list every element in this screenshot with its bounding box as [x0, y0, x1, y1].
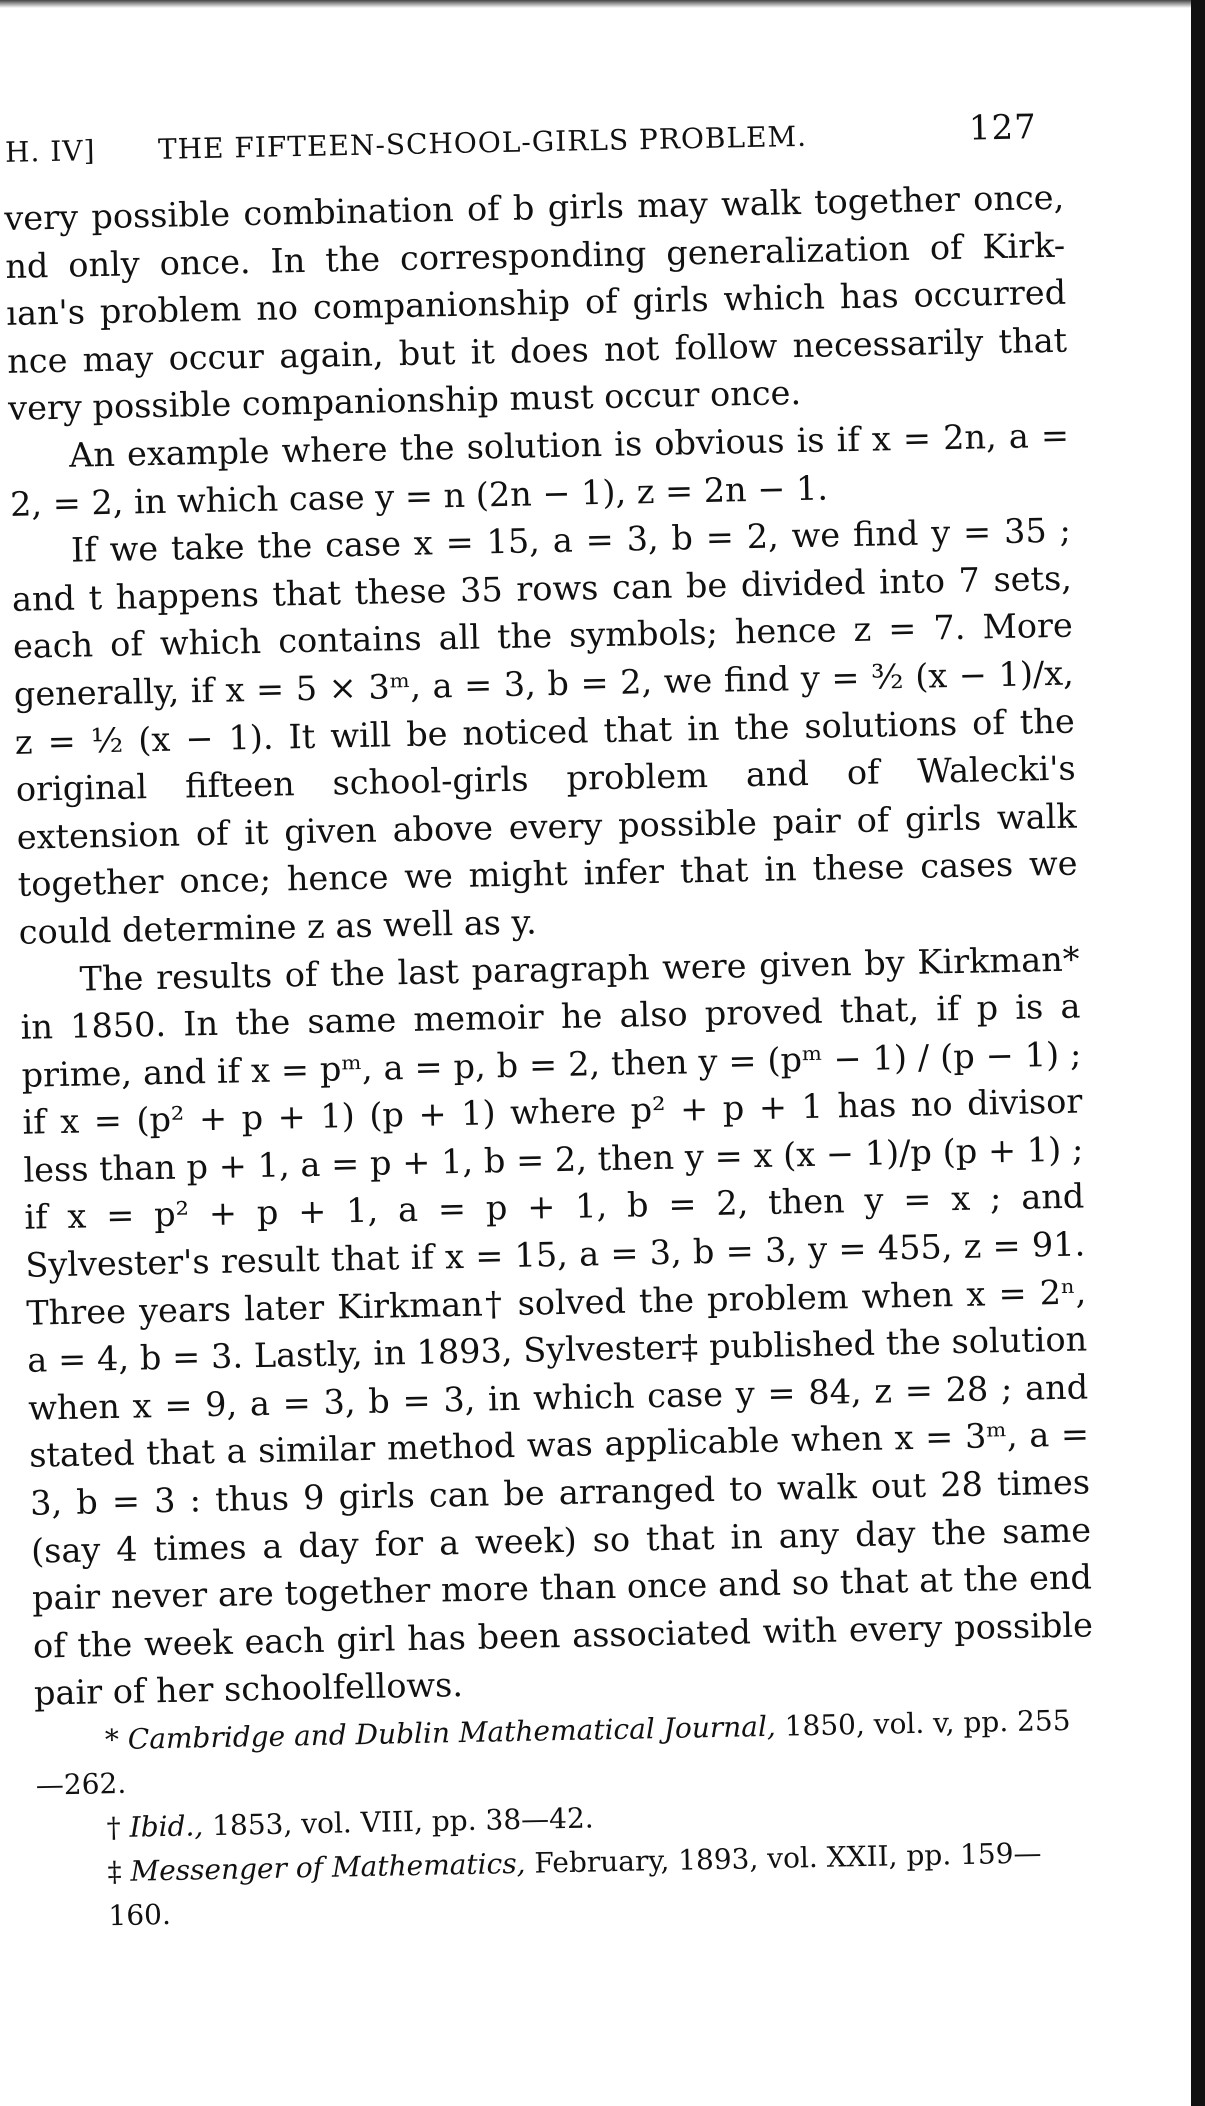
paragraph-3: If we take the case x = 15, a = 3, b = 2, we find y = 35 ; and t happens that these 35 rows can be divided into 7 sets, each of which contains all the symbols; hence z = 7. More generally, if x = 5 × 3ᵐ, a = 3, b = 2, we find y = ³⁄₂ (x − 1)/x, z = ½ (x − 1). It will be noticed that in the solutions of the original fifteen school-girls problem and of Walecki's extension of it given above every possible pair of girls walk together once; hence we might infer that in these cases we could determine z as well as y. — [11, 510, 1078, 952]
footnote-source: Cambridge and Dublin Mathematical Journal, — [127, 1709, 777, 1756]
running-header — [3, 107, 1054, 188]
paragraph-1: very possible combination of b girls may walk together once, nd only once. In the corresponding generalization of Kirk-ıan's problem no companionship of girls which has occurred nce may occur again, but it does not follow necessarily that very possible companionship must occur once. — [3, 177, 1068, 429]
footnotes — [35, 1698, 1099, 1939]
chapter-label: H. IV] — [4, 134, 96, 169]
body-text — [4, 174, 1094, 1718]
paragraph-2: An example where the solution is obvious is if x = 2n, a = 2, = 2, in which case y = n (2n − 1), z = 2n − 1. — [9, 415, 1070, 524]
page-number: 127 — [968, 107, 1038, 149]
footnote-mark: † — [106, 1810, 122, 1845]
footnote-mark: * — [104, 1722, 120, 1757]
footnote-details: 1853, vol. VIII, pp. 38—42. — [211, 1801, 594, 1843]
footnote-1-continuation: —262. — [35, 1766, 127, 1802]
footnote-details: February, 1893, vol. XXII, pp. 159—160. — [108, 1836, 1042, 1933]
footnote-source: Messenger of Mathematics, — [130, 1846, 526, 1888]
footnote-details: 1850, vol. v, pp. 255 — [784, 1703, 1071, 1743]
running-title: THE FIFTEEN-SCHOOL-GIRLS PROBLEM. — [157, 119, 808, 166]
footnote-mark: ‡ — [107, 1854, 122, 1889]
paragraph-4: The results of the last paragraph were given by Kirkman* in 1850. In the same memoir he also proved that, if p is a prime, and if x = pᵐ, a = p, b = 2, then y = (pᵐ − 1) / (p − 1) ; if x = (p² + p + 1) (p + 1) where p² + p + 1 has no divisor less than p + 1, a = p + 1, b = 2, then y = x (x − 1)/p (p + 1) ; if x = p² + p + 1, a = p + 1, b = 2, then y = x ; and Sylvester's result that if x = 15, a = 3, b = 3, y = 455, z = 91. Three years later Kirkman† solved the problem when x = 2ⁿ, a = 4, b = 3. Lastly, in 1893, Sylvester‡ published the solution when x = 9, a = 3, b = 3, in which case y = 84, z = 28 ; and stated that a similar method was applicable when x = 3ᵐ, a = 3, b = 3 : thus 9 girls can be arranged to walk out 28 times (say 4 times a day for a week) so that in any day the same pair never are together more than once and so that at the end of the week each girl has been associated with every possible pair of her schoolfellows. — [20, 939, 1094, 1714]
footnote-source: Ibid., — [129, 1809, 204, 1844]
